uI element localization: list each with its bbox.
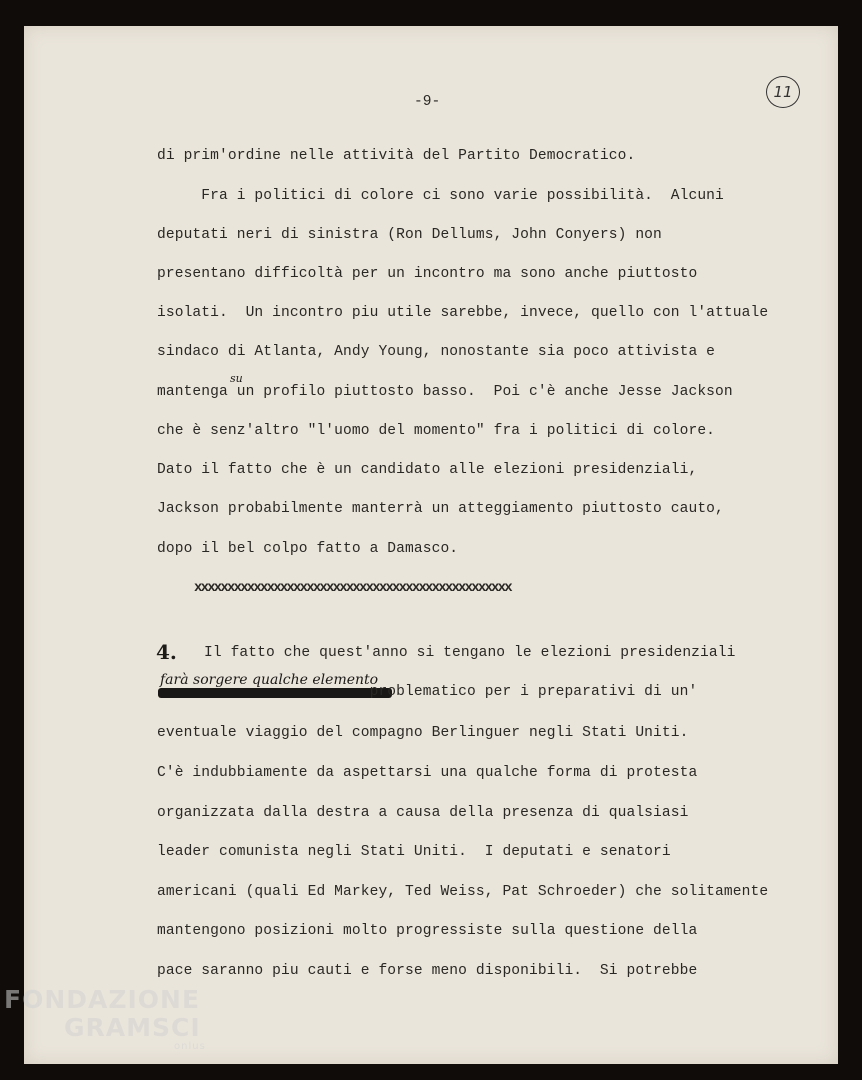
text-line: pace saranno piu cauti e forse meno disponibili. Si potrebbe [157,963,698,979]
page-number: -9- [414,94,441,110]
text-line: mantengono posizioni molto progressiste sulla questione della [157,923,698,939]
text-line: leader comunista negli Stati Uniti. I deputati e senatori [157,844,671,860]
handwritten-su: su [230,372,243,385]
text-line: americani (quali Ed Markey, Ted Weiss, Pat Schroeder) che solitamente [157,884,769,900]
text-line: organizzata dalla destra a causa della presenza di qualsiasi [157,805,689,821]
text-line: Il fatto che quest'anno si tengano le elezioni presidenziali [204,645,736,661]
text-line: Fra i politici di colore ci sono varie possibilità. Alcuni [157,188,724,204]
watermark-line2: GRAMSCI [64,1013,201,1042]
text-line: presentano difficoltà per un incontro ma sono anche piuttosto [157,266,698,282]
text-line: deputati neri di sinistra (Ron Dellums, John Conyers) non [157,227,662,243]
text-line: C'è indubbiamente da aspettarsi una qualche forma di protesta [157,765,698,781]
watermark-line1: FONDAZIONE [4,985,201,1014]
text-line: che è senz'altro "l'uomo del momento" fra i politici di colore. [157,423,716,439]
text-line: problematico per i preparativi di un' [157,684,698,700]
section-number: 4. [156,640,177,664]
text-line: sindaco di Atlanta, Andy Young, nonostante sia poco attivista e [157,344,716,360]
struck-separator: xxxxxxxxxxxxxxxxxxxxxxxxxxxxxxxxxxxxxxxxxxxxxxxx [194,580,511,596]
handwritten-insertion: farà sorgere qualche elemento [160,672,379,688]
text-line: Dato il fatto che è un candidato alle elezioni presidenziali, [157,462,698,478]
text-line: Jackson probabilmente manterrà un atteggiamento piuttosto cauto, [157,501,724,517]
circled-page-mark: 11 [766,76,800,108]
text-line: mantenga un profilo piuttosto basso. Poi c'è anche Jesse Jackson [157,384,733,400]
text-line: eventuale viaggio del compagno Berlinguer negli Stati Uniti. [157,725,689,741]
text-line: isolati. Un incontro piu utile sarebbe, invece, quello con l'attuale [157,305,769,321]
watermark-line3: onlus [174,1041,206,1052]
fondazione-gramsci-watermark [4,986,206,1052]
text-line: dopo il bel colpo fatto a Damasco. [157,541,459,557]
text-line: di prim'ordine nelle attività del Partito Democratico. [157,148,636,164]
